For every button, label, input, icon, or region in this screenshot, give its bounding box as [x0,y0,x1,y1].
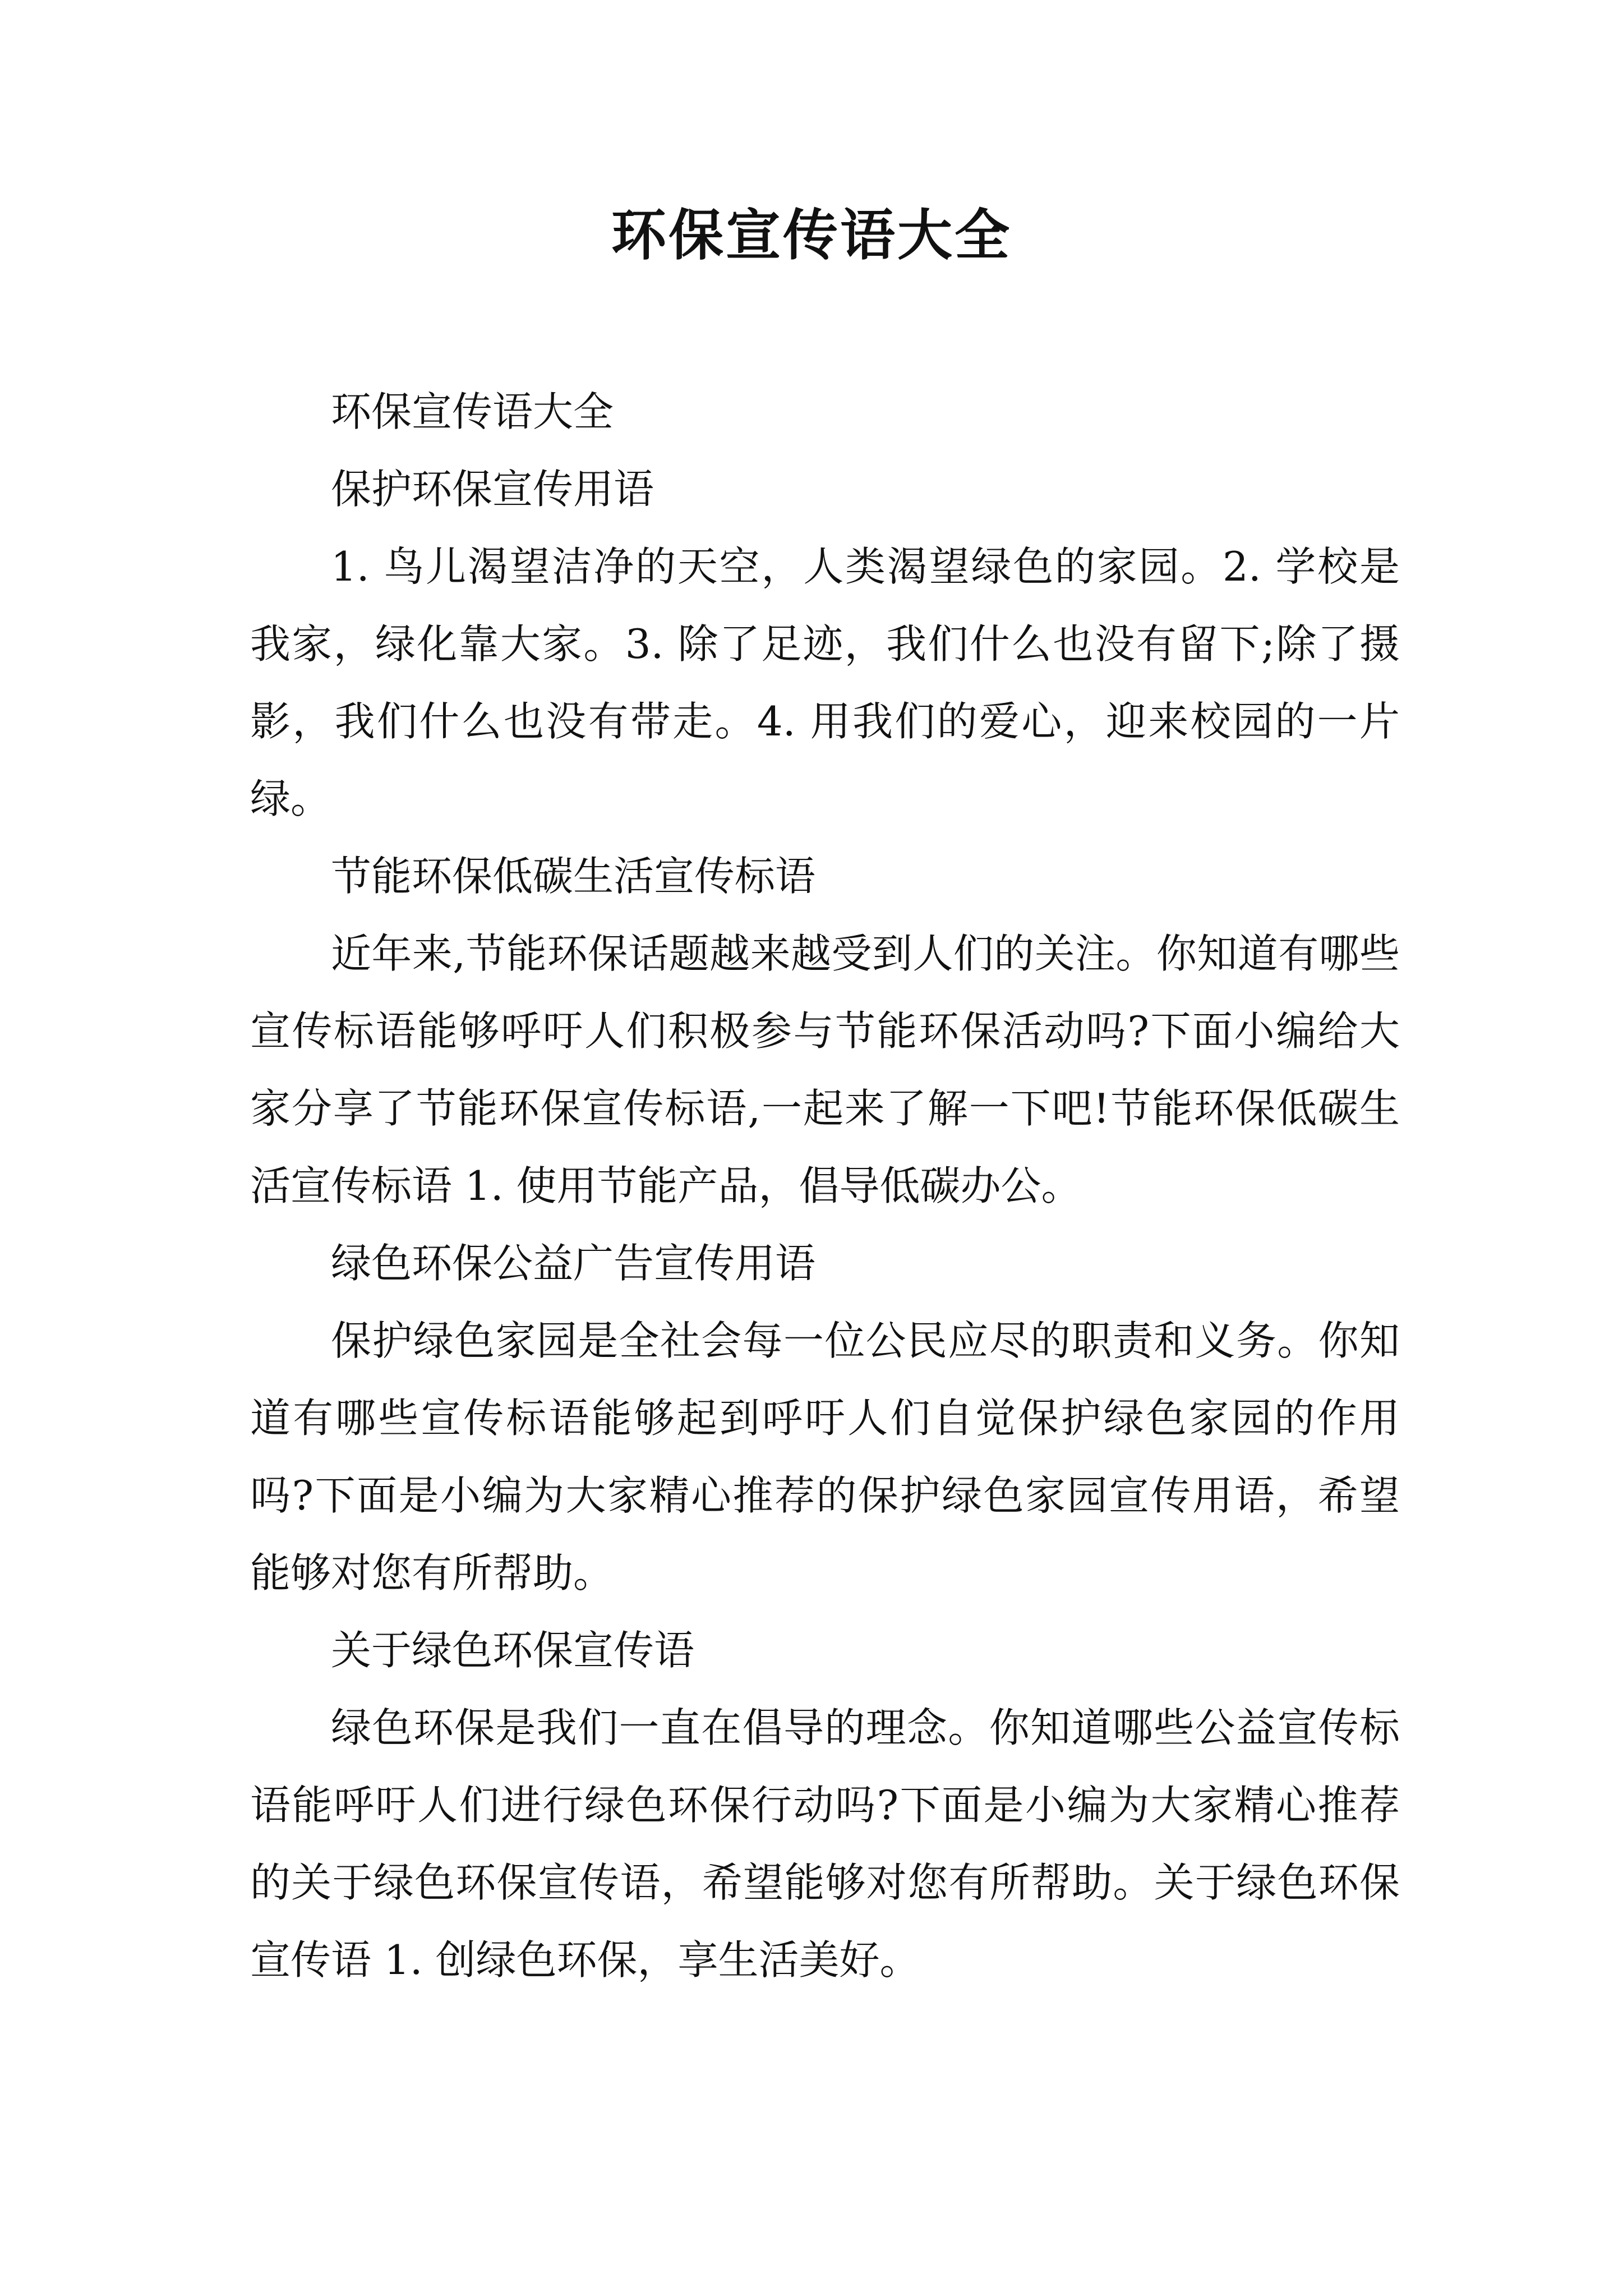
section-heading-public-welfare: 绿色环保公益广告宣传用语 [331,1240,816,1287]
paragraph-intro-heading: 环保宣传语大全 [331,388,614,435]
section-heading-protect: 保护环保宣传用语 [331,466,654,513]
paragraph-protect-slogans: 1. 鸟儿渴望洁净的天空，人类渴望绿色的家园。2. 学校是我家，绿化靠大家。3. 除了足迹，我们什么也没有留下;除了摄影，我们什么也没有带走。4. 用我们的爱心，迎来校园的一片绿。 [250,543,1400,822]
paragraph-public-welfare: 保护绿色家园是全社会每一位公民应尽的职责和义务。你知道有哪些宣传标语能够起到呼吁人们自觉保护绿色家园的作用吗?下面是小编为大家精心推荐的保护绿色家园宣传用语，希望能够对您有所帮助。 [250,1317,1400,1596]
paragraph-green: 绿色环保是我们一直在倡导的理念。你知道哪些公益宣传标语能呼吁人们进行绿色环保行动吗?下面是小编为大家精心推荐的关于绿色环保宣传语，希望能够对您有所帮助。关于绿色环保宣传语 1. 创绿色环保，享生活美好。 [250,1704,1400,1984]
document-title: 环保宣传语大全 [611,203,1012,268]
paragraph-energy-saving: 近年来,节能环保话题越来越受到人们的关注。你知道有哪些宣传标语能够呼吁人们积极参与节能环保活动吗?下面小编给大家分享了节能环保宣传标语,一起来了解一下吧!节能环保低碳生活宣传标语 1. 使用节能产品，倡导低碳办公。 [250,930,1400,1209]
document-body [250,373,1400,1999]
section-heading-energy-saving: 节能环保低碳生活宣传标语 [331,853,816,900]
section-heading-green: 关于绿色环保宣传语 [331,1627,695,1674]
